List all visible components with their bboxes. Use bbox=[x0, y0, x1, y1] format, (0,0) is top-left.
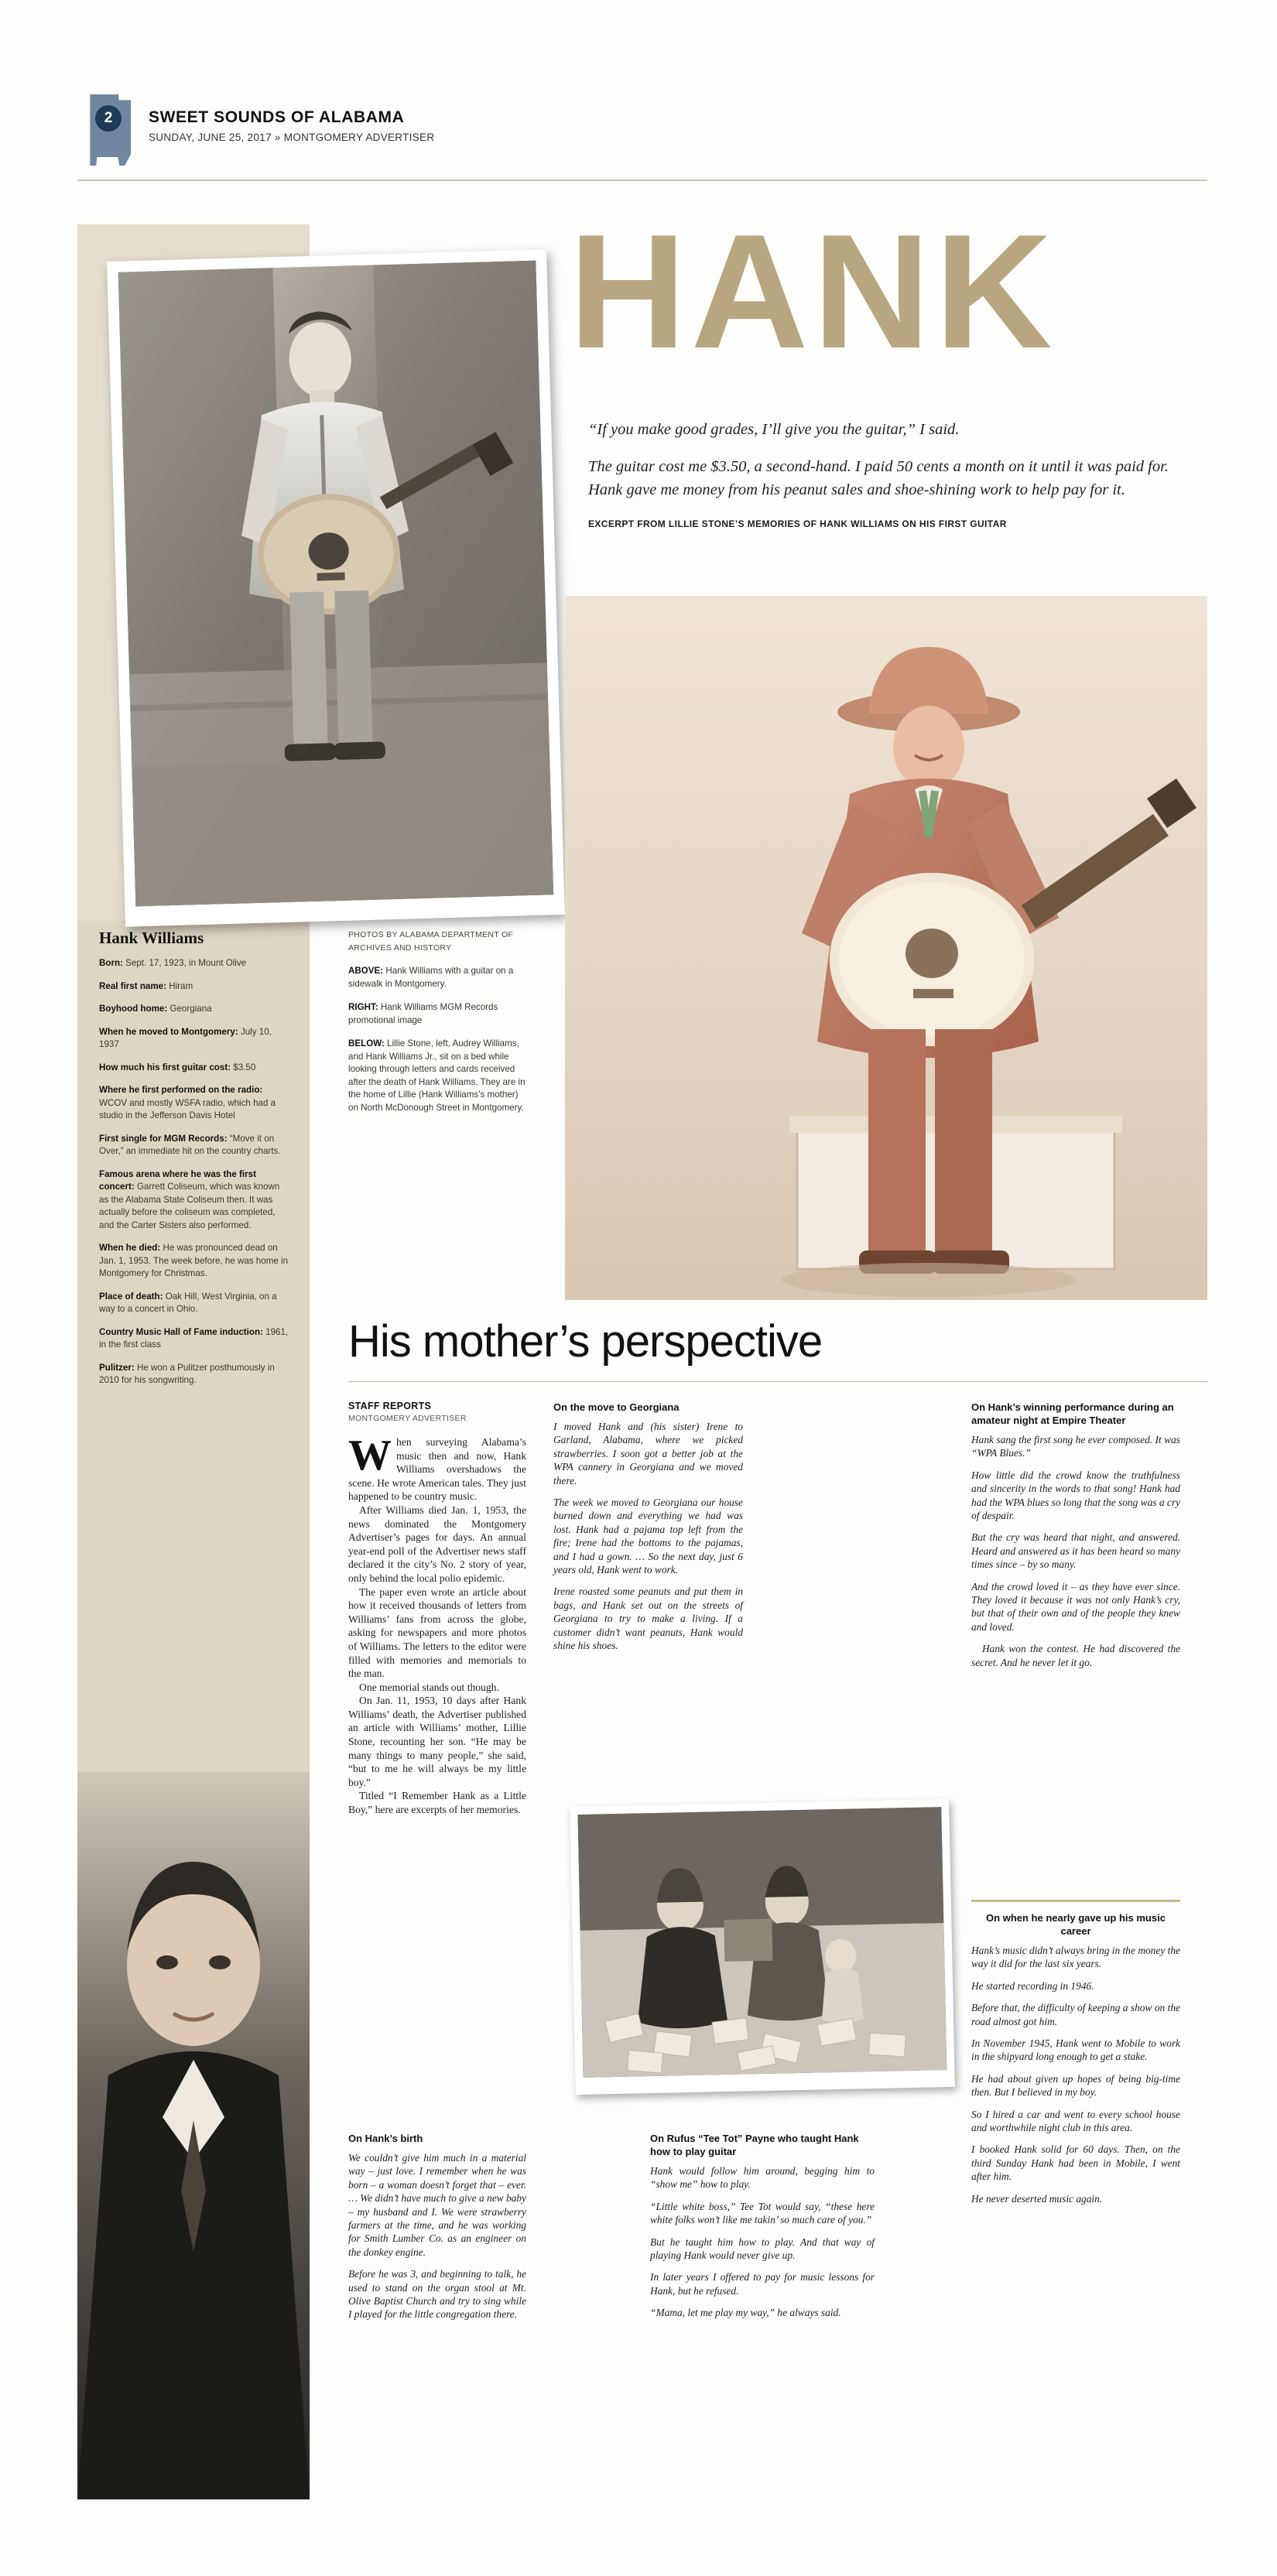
section-title: SWEET SOUNDS OF ALABAMA bbox=[149, 108, 405, 126]
story-column-3b bbox=[971, 1911, 1180, 2214]
pull-quote-line-2: The guitar cost me $3.50, a second-hand. I paid 50 cents a month on it until it was paid for. Hank gave me money from his peanut sales and shoe-shining work to help pay for it. bbox=[588, 458, 1169, 498]
section-body-gave-up-career bbox=[971, 1944, 1180, 2205]
caption-right bbox=[348, 1001, 526, 1027]
section-paragraph: Before he was 3, and beginning to talk, he used to stand on the organ stool at Mt. Olive Baptist Church and try to sing while I played for the little congregation there. bbox=[348, 2268, 526, 2321]
story-paragraph-text: hen surveying Alabama’s music then and now, Hank Williams overshadows the scene. He wrote American tales. They just happened to be country music. bbox=[348, 1436, 526, 1503]
fact-box-title: Hank Williams bbox=[99, 929, 204, 947]
caption-below-label: BELOW: bbox=[348, 1038, 385, 1049]
fact-value: Garrett Coliseum, which was known as the Alabama State Coliseum then. It was actually before the coliseum was completed, and the Carter Sisters also performed. bbox=[99, 1182, 280, 1230]
photo-hank-sidewalk-image bbox=[118, 261, 553, 907]
section-heading-empire-theater: On Hank’s winning performance during an amateur night at Empire Theater bbox=[971, 1401, 1174, 1426]
story-paragraph: The paper even wrote an article about how it received thousands of letters from Williams’ fans from across the globe, asking for newspapers and more photos of Williams. The letters to the editor were filled with memories and memorials to the man. bbox=[348, 1586, 526, 1680]
fact-value: Oak Hill, West Virginia, on a way to a concert in Ohio. bbox=[99, 1291, 277, 1314]
fact-item bbox=[99, 980, 289, 994]
headline-divider bbox=[348, 1381, 1207, 1382]
photo-hank-sidewalk bbox=[107, 249, 565, 927]
caption-below-text: Lillie Stone, left, Audrey Williams, and Hank Williams Jr., sit on a bed while looking through letters and cards received after the death of Hank Williams. They are in the home of Lillie (Hank Williams’s mother) on North McDonough Street in Montgomery. bbox=[348, 1038, 526, 1113]
section-paragraph: He never deserted music again. bbox=[971, 2192, 1103, 2205]
story-column-2 bbox=[553, 1401, 743, 1661]
section-heading-tee-tot: On Rufus “Tee Tot” Payne who taught Hank how to play guitar bbox=[650, 2133, 859, 2157]
portrait-illustration bbox=[77, 1772, 310, 2499]
section-paragraph: In later years I offered to pay for music lessons for Hank, but he refused. bbox=[650, 2271, 875, 2297]
masthead-dateline: SUNDAY, JUNE 25, 2017 » MONTGOMERY ADVERTISER bbox=[149, 132, 435, 143]
fact-item bbox=[99, 1133, 289, 1158]
story-column-1 bbox=[348, 1401, 526, 1817]
fact-box bbox=[99, 929, 289, 1397]
fact-label: Pulitzer: bbox=[99, 1362, 135, 1373]
hank-title-band bbox=[569, 200, 1207, 400]
story-paragraph: After Williams died Jan. 1, 1953, the news dominated the Montgomery Advertiser’s pages for days. An annual year-end poll of the Advertiser news staff declared it the city’s No. 2 story of year, only behind the local polio epidemic. bbox=[348, 1504, 526, 1584]
fact-value: $3.50 bbox=[233, 1062, 256, 1072]
photo-family-letters-image bbox=[577, 1807, 947, 2078]
section-heading-gave-up-career: On when he nearly gave up his music career bbox=[986, 1912, 1166, 1937]
section-paragraph: How little did the crowd know the truthfulness and sincerity in the words to that song! Hank had had the WPA blues so long that the song was a cry of despair. bbox=[971, 1469, 1180, 1522]
alabama-state-badge bbox=[81, 91, 135, 169]
story-paragraph: One memorial stands out though. bbox=[359, 1681, 499, 1693]
section-paragraph: But he taught him how to play. And that way of playing Hank would never give up. bbox=[650, 2236, 875, 2262]
pull-quote-credit: EXCERPT FROM LILLIE STONE’S MEMORIES OF HANK WILLIAMS ON HIS FIRST GUITAR bbox=[588, 518, 1007, 529]
fact-item bbox=[99, 1326, 289, 1352]
photo-family-letters bbox=[570, 1799, 955, 2095]
section-paragraph: I booked Hank solid for 60 days. Then, on the third Sunday Hank had been in Mobile, I went after him. bbox=[971, 2143, 1180, 2183]
fact-label: Country Music Hall of Fame induction: bbox=[99, 1326, 263, 1337]
drop-cap: W bbox=[348, 1432, 392, 1480]
page-number: 2 bbox=[95, 105, 122, 132]
section-paragraph: Irene roasted some peanuts and put them in bags, and Hank set out on the streets of Georgiana to try to make a living. If a customer didn’t want peanuts, Hank would shine his shoes. bbox=[553, 1586, 743, 1652]
section-paragraph: He had about given up hopes of being big-time then. But I believed in my boy. bbox=[971, 2072, 1180, 2099]
section-paragraph: He started recording in 1946. bbox=[971, 1979, 1094, 1992]
fact-value: WCOV and mostly WSFA radio, which had a studio in the Jefferson Davis Hotel bbox=[99, 1097, 276, 1120]
fact-label: Famous arena where he was the first concert: bbox=[99, 1168, 256, 1192]
section-paragraph: So I hired a car and went to every school house and worthwhile night club in this area. bbox=[971, 2108, 1180, 2134]
caption-right-text: Hank Williams MGM Records promotional image bbox=[348, 1002, 498, 1025]
section-paragraph: In November 1945, Hank went to Mobile to work in the shipyard long enough to get a stake. bbox=[971, 2037, 1180, 2063]
fact-item bbox=[99, 1003, 289, 1016]
section-body-empire-theater bbox=[971, 1433, 1180, 1669]
caption-below bbox=[348, 1038, 526, 1114]
fact-label: When he moved to Montgomery: bbox=[99, 1026, 238, 1037]
story-paragraph: On Jan. 11, 1953, 10 days after Hank Williams’ death, the Advertiser published an article with Williams’ mother, Lillie Stone, recounting her son. “He may be many things to many people,” she said, “but to me he will always be my little boy.” bbox=[348, 1695, 526, 1788]
fact-label: Boyhood home: bbox=[99, 1004, 168, 1014]
fact-value: He was pronounced dead on Jan. 1, 1953. The week before, he was home in Montgomery for Christmas. bbox=[99, 1243, 289, 1278]
fact-label: Real first name: bbox=[99, 980, 166, 991]
photo-hank-mgm-promo bbox=[565, 596, 1207, 1300]
family-photo-illustration bbox=[577, 1807, 947, 2078]
fact-label: First single for MGM Records: bbox=[99, 1133, 228, 1144]
mgm-promo-illustration bbox=[565, 596, 1207, 1300]
fact-label: How much his first guitar cost: bbox=[99, 1062, 231, 1072]
photo-captions bbox=[348, 929, 526, 1125]
fact-value: Hiram bbox=[169, 980, 193, 991]
caption-above-text: Hank Williams with a guitar on a sidewalk in Montgomery. bbox=[348, 966, 514, 989]
photo-hank-portrait bbox=[77, 1772, 310, 2499]
section-paragraph: Before that, the difficulty of keeping a show on the road almost got him. bbox=[971, 2002, 1180, 2027]
fact-item bbox=[99, 1026, 289, 1052]
story-body bbox=[348, 1432, 526, 1817]
section-paragraph: “Mama, let me play my way,” he always said. bbox=[650, 2307, 841, 2319]
story-column-3 bbox=[971, 1401, 1180, 1678]
pull-quote-line-1: “If you make good grades, I’ll give you the guitar,” I said. bbox=[588, 421, 960, 438]
byline-org: MONTGOMERY ADVERTISER bbox=[348, 1414, 467, 1423]
section-body-hanks-birth bbox=[348, 2151, 526, 2321]
section-body-move-to-georgiana bbox=[553, 1420, 743, 1653]
section-heading-move-to-georgiana: On the move to Georgiana bbox=[553, 1401, 680, 1413]
story-paragraph: Titled “I Remember Hank as a Little Boy,” here are excerpts of her memories. bbox=[348, 1790, 526, 1816]
section-paragraph: “Little white boss,” Tee Tot would say, “these here white folks won’t like me takin’ so much care of you.” bbox=[650, 2200, 875, 2226]
fact-value: He won a Pulitzer posthumously in 2010 for his songwriting. bbox=[99, 1362, 275, 1385]
section-paragraph: And the crowd loved it – as they have ever since. They loved it because it was not only Hank’s cry, but that of their own and of the people they knew and loved. bbox=[971, 1580, 1180, 1633]
fact-item bbox=[99, 957, 289, 970]
byline-name: STAFF REPORTS bbox=[348, 1401, 432, 1411]
fact-item bbox=[99, 1168, 289, 1233]
fact-value: July 10, 1937 bbox=[99, 1026, 272, 1049]
story-paragraph bbox=[348, 1432, 526, 1504]
article-headline: His mother’s perspective bbox=[348, 1316, 823, 1367]
fact-label: Where he first performed on the radio: bbox=[99, 1085, 263, 1095]
section-heading-hanks-birth: On Hank’s birth bbox=[348, 2133, 423, 2144]
section-paragraph: Hank would follow him around, begging him to “show me” how to play. bbox=[650, 2165, 875, 2191]
fact-label: Born: bbox=[99, 958, 123, 968]
section-paragraph: Hank sang the first song he ever composed. It was “WPA Blues.” bbox=[971, 1434, 1180, 1459]
section-paragraph: But the cry was heard that night, and answered. Heard and answered as it has been heard so many times since – by so many. bbox=[971, 1531, 1180, 1571]
photo-credit: PHOTOS BY ALABAMA DEPARTMENT OF ARCHIVES AND HISTORY bbox=[348, 930, 514, 953]
caption-right-label: RIGHT: bbox=[348, 1002, 378, 1012]
masthead bbox=[77, 99, 1207, 169]
story-column-1b bbox=[348, 2132, 526, 2330]
fact-item bbox=[99, 1362, 289, 1387]
pull-quote bbox=[588, 418, 1200, 529]
fact-value: 1961, in the first class bbox=[99, 1326, 289, 1350]
fact-item bbox=[99, 1291, 289, 1316]
fact-item bbox=[99, 1084, 289, 1123]
story-column-2b bbox=[650, 2132, 875, 2328]
section-paragraph: Hank’s music didn’t always bring in the money the way it did for the last six years. bbox=[971, 1945, 1180, 1970]
fact-value: “Move it on Over,” an immediate hit on the country charts. bbox=[99, 1133, 281, 1156]
section-paragraph: I moved Hank and (his sister) Irene to Garland, Alabama, where we picked strawberries. I soon got a better job at the WPA cannery in Georgiana and we moved there. bbox=[553, 1421, 743, 1486]
fact-item bbox=[99, 1242, 289, 1281]
sidewalk-photo-illustration bbox=[118, 261, 553, 907]
fact-value: Georgiana bbox=[169, 1004, 212, 1014]
page-title: HANK bbox=[569, 200, 1057, 382]
fact-value: Sept. 17, 1923, in Mount Olive bbox=[125, 958, 247, 968]
fact-label: When he died: bbox=[99, 1243, 161, 1253]
fact-label: Place of death: bbox=[99, 1291, 163, 1302]
caption-above-label: ABOVE: bbox=[348, 966, 384, 976]
masthead-divider bbox=[77, 180, 1207, 181]
fact-item bbox=[99, 1062, 289, 1075]
section-body-tee-tot bbox=[650, 2164, 875, 2320]
section-paragraph: We couldn’t give him much in a material way – just love. I remember when he was born – a woman doesn’t forget that – ever. … We didn’t have much to give a new baby – my husband and I. We were strawberry farmers at the time, and he was working for Smith Lumber Co. as an engineer on the donkey engine. bbox=[348, 2152, 526, 2258]
section-paragraph: Hank won the contest. He had discovered the secret. And he never let it go. bbox=[971, 1643, 1180, 1668]
gold-divider bbox=[971, 1900, 1180, 1902]
section-paragraph: The week we moved to Georgiana our house burned down and everything we had was lost. Hank had a pajama top left from the fire; Irene had the bottoms to the pajamas, and I had a gown. … So the next day, just 6 years old, Hank went to work. bbox=[553, 1497, 743, 1576]
caption-above bbox=[348, 965, 526, 990]
